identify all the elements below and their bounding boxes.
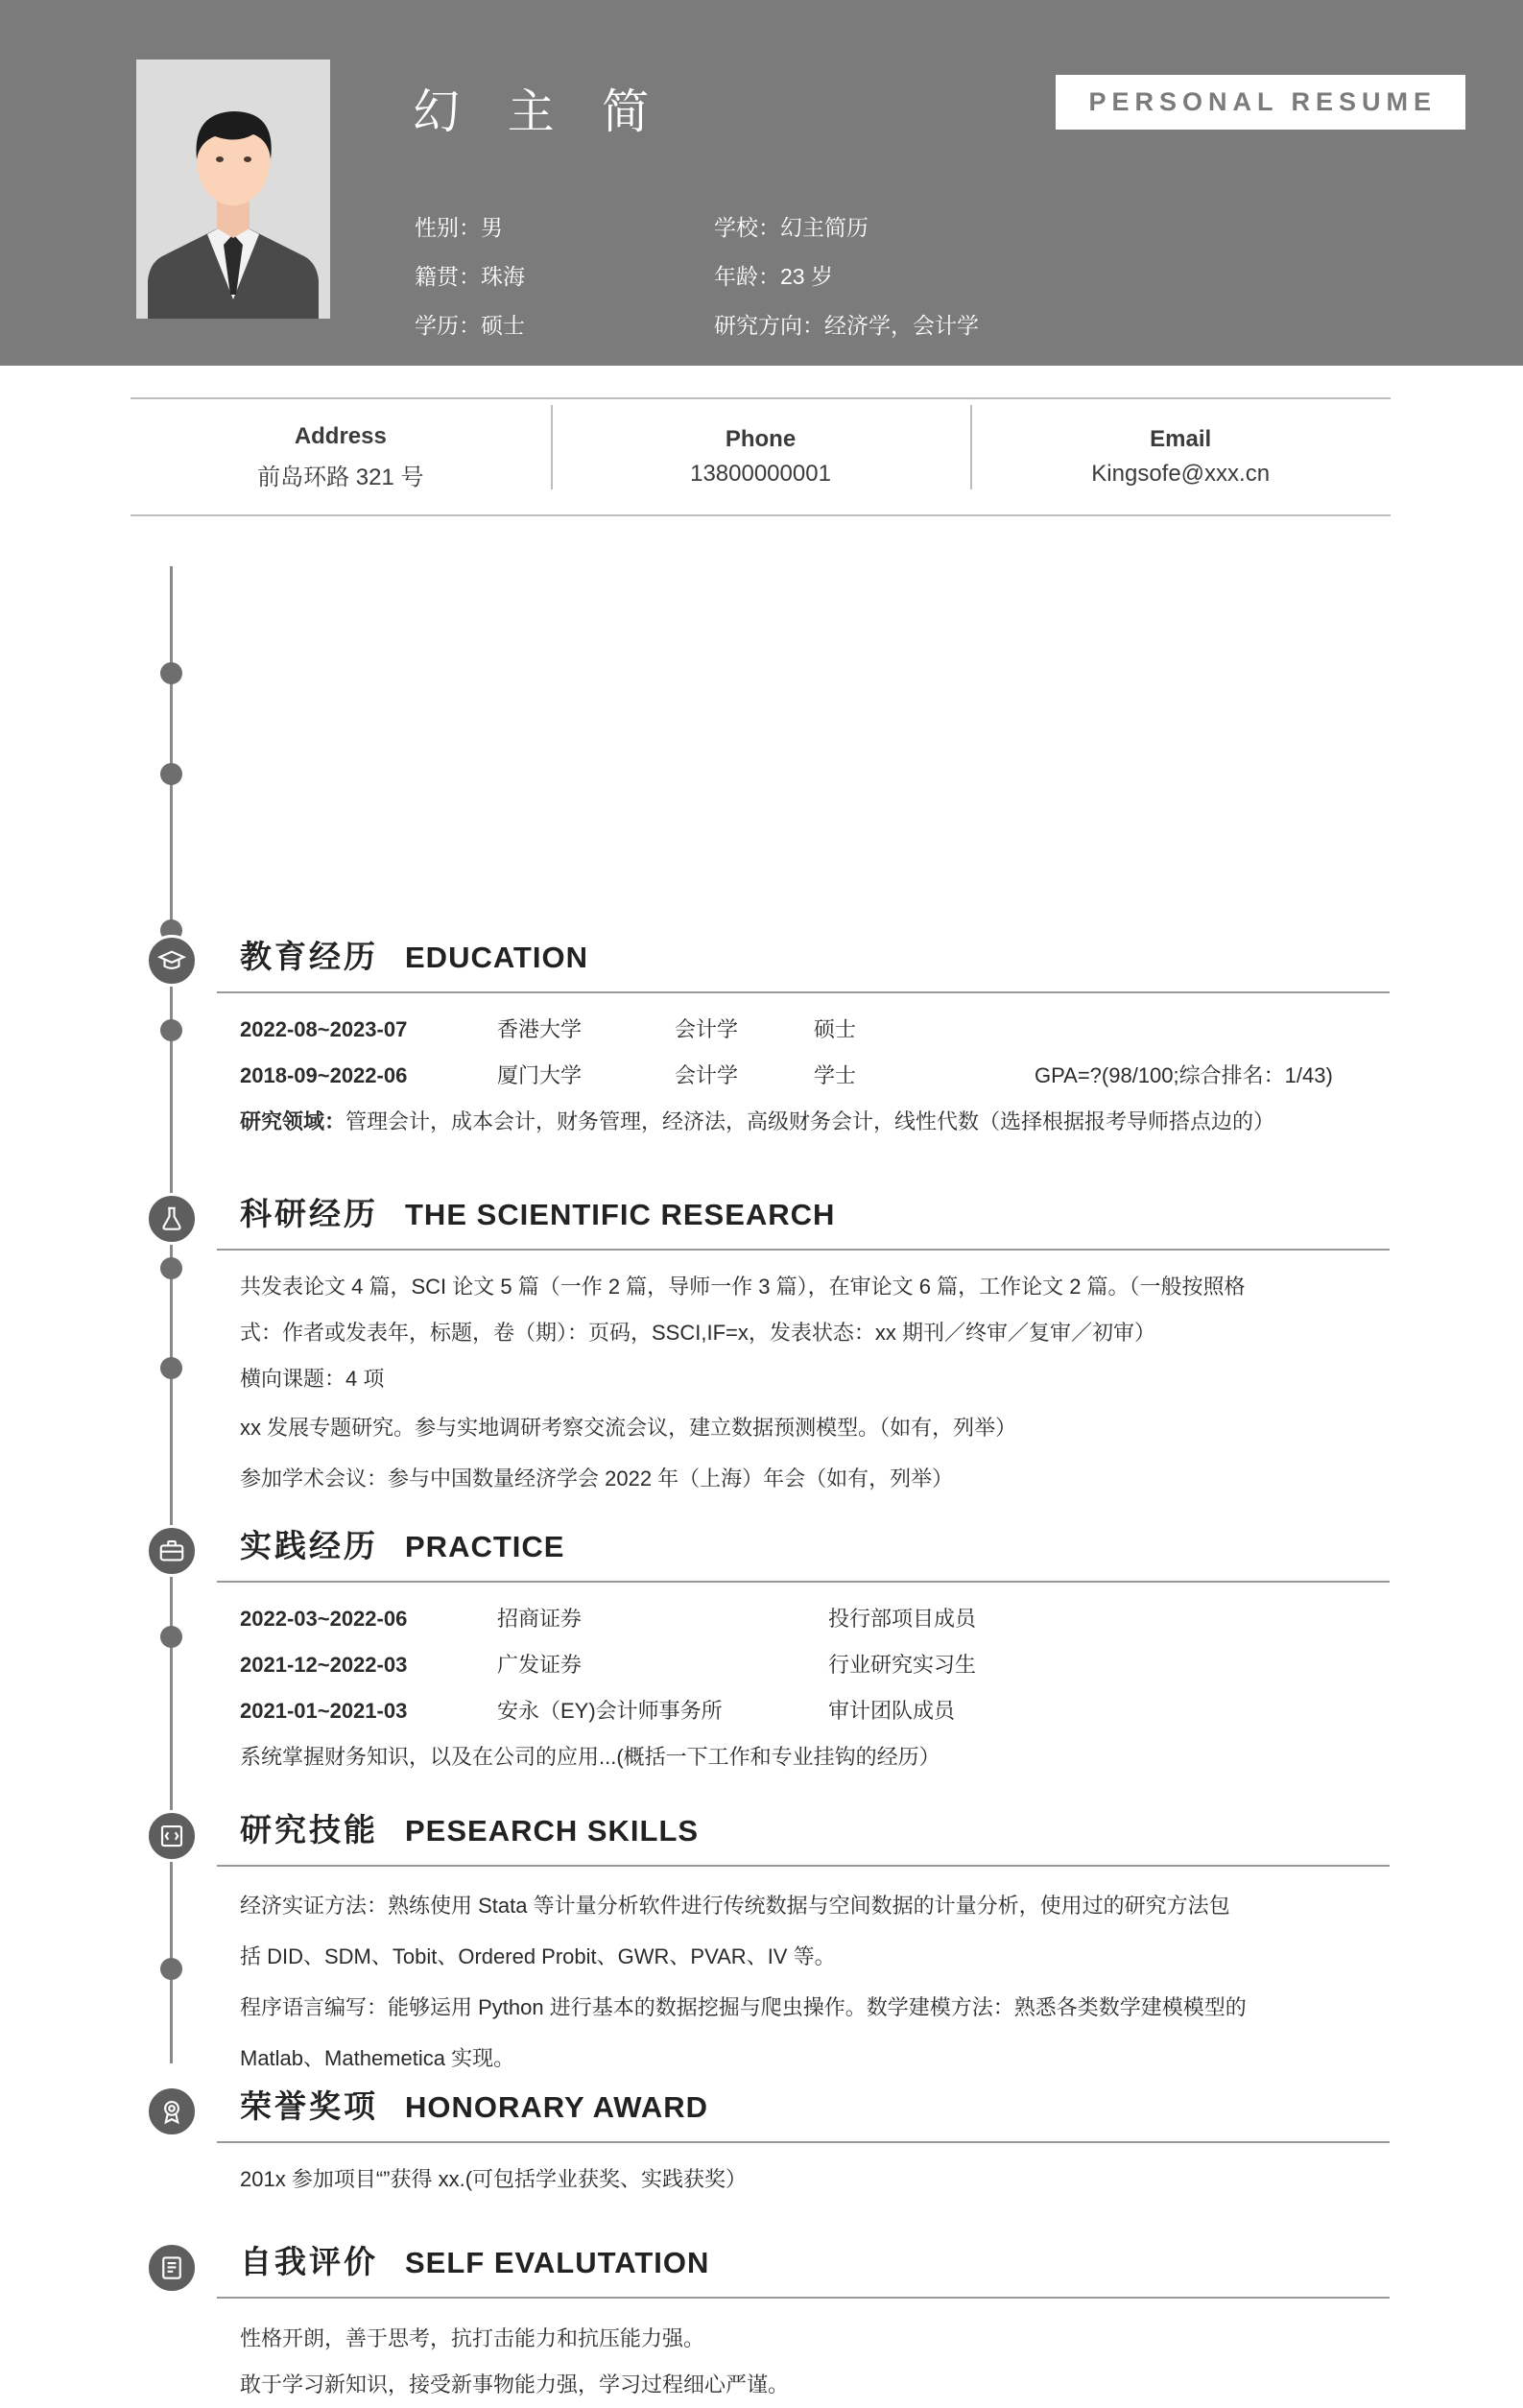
education-degree: 硕士 xyxy=(814,1017,857,1041)
timeline-dot xyxy=(160,1357,182,1379)
contact-address-label: Address xyxy=(294,422,387,449)
section-practice-title-en: PRACTICE xyxy=(405,1530,565,1563)
meta-age: 年龄：23 岁 xyxy=(714,264,833,289)
section-honor-rule xyxy=(217,2141,1390,2143)
education-gpa: GPA=?(98/100;综合排名：1/43) xyxy=(1035,1063,1333,1087)
meta-row xyxy=(415,203,1290,252)
education-field-label: 研究领域： xyxy=(240,1109,346,1133)
section-education-rule xyxy=(217,991,1390,993)
section-skills-body xyxy=(240,1880,1392,2084)
timeline-dot xyxy=(160,662,182,684)
education-date: 2018-09~2022-06 xyxy=(240,1063,408,1087)
section-skills-heading xyxy=(240,1805,699,1850)
contact-phone xyxy=(551,426,971,488)
avatar xyxy=(136,60,330,319)
section-education-title-en: EDUCATION xyxy=(405,941,588,974)
timeline-dot xyxy=(160,1626,182,1648)
timeline-dot xyxy=(160,1958,182,1980)
section-practice-title-cn: 实践经历 xyxy=(240,1528,378,1563)
award-medal-icon xyxy=(146,2086,198,2137)
section-research-title-cn: 科研经历 xyxy=(240,1196,378,1231)
section-honor-body xyxy=(240,2157,1392,2203)
section-education-body xyxy=(240,1007,1392,1145)
skills-line: 程序语言编写：能够运用 Python 进行基本的数据挖掘与爬虫操作。数学建模方法：熟悉各类数学建模模型的 xyxy=(240,1995,1247,2019)
education-degree: 学士 xyxy=(814,1063,857,1087)
section-practice-heading xyxy=(240,1521,564,1566)
skills-line: 括 DID、SDM、Tobit、Ordered Probit、GWR、PVAR、IV 等。 xyxy=(240,1944,836,1968)
section-research-title-en: THE SCIENTIFIC RESEARCH xyxy=(405,1198,836,1231)
research-line: 横向课题：4 项 xyxy=(240,1367,385,1391)
contact-phone-value: 13800000001 xyxy=(690,461,831,487)
education-field-value: 管理会计，成本会计，财务管理，经济法，高级财务会计，线性代数（选择根据报考导师搭点边的） xyxy=(345,1109,1275,1133)
skills-line: Matlab、Mathemetica 实现。 xyxy=(240,2046,515,2070)
section-education-heading xyxy=(240,932,588,977)
section-self-heading xyxy=(240,2237,709,2282)
meta-row xyxy=(415,252,1290,301)
resume-header xyxy=(0,0,1523,366)
section-research-body xyxy=(240,1264,1392,1504)
research-line: xx 发展专题研究。参与实地调研考察交流会议，建立数据预测模型。（如有，列举） xyxy=(240,1416,1017,1440)
contact-email xyxy=(970,426,1391,488)
contact-address xyxy=(131,423,551,491)
skills-line: 经济实证方法：熟练使用 Stata 等计量分析软件进行传统数据与空间数据的计量分析，使用过的研究方法包 xyxy=(240,1894,1230,1918)
contact-email-value: Kingsofe@xxx.cn xyxy=(1091,461,1271,487)
section-skills-title-cn: 研究技能 xyxy=(240,1812,378,1848)
timeline-dot xyxy=(160,1257,182,1279)
section-skills-title-en: PESEARCH SKILLS xyxy=(405,1814,700,1848)
section-self-title-cn: 自我评价 xyxy=(240,2244,378,2279)
practice-date: 2021-12~2022-03 xyxy=(240,1653,408,1677)
research-line: 共发表论文 4 篇，SCI 论文 5 篇（一作 2 篇，导师一作 3 篇），在审论文 6 篇，工作论文 2 篇。（一般按照格 xyxy=(240,1275,1246,1299)
education-row xyxy=(240,1053,1392,1099)
section-honor-title-cn: 荣誉奖项 xyxy=(240,2088,378,2124)
section-honor-title-en: HONORARY AWARD xyxy=(405,2090,708,2124)
section-research-rule xyxy=(217,1249,1390,1251)
practice-row xyxy=(240,1688,1392,1734)
section-self-title-en: SELF EVALUTATION xyxy=(405,2246,710,2279)
practice-org: 招商证券 xyxy=(497,1607,583,1631)
section-practice-body xyxy=(240,1596,1392,1780)
practice-summary: 系统掌握财务知识，以及在公司的应用...(概括一下工作和专业挂钩的经历） xyxy=(240,1745,940,1769)
practice-row xyxy=(240,1596,1392,1642)
practice-role: 投行部项目成员 xyxy=(828,1607,977,1631)
section-skills-rule xyxy=(217,1865,1390,1867)
section-honor-heading xyxy=(240,2082,708,2127)
meta-hometown: 籍贯：珠海 xyxy=(415,264,525,289)
education-school: 香港大学 xyxy=(497,1017,583,1041)
education-school: 厦门大学 xyxy=(497,1063,583,1087)
practice-date: 2021-01~2021-03 xyxy=(240,1699,408,1723)
meta-row xyxy=(415,301,1290,350)
education-date: 2022-08~2023-07 xyxy=(240,1017,408,1041)
practice-role: 行业研究实习生 xyxy=(828,1653,977,1677)
briefcase-icon xyxy=(146,1525,198,1577)
graduation-cap-icon xyxy=(146,935,198,987)
research-line: 参加学术会议：参与中国数量经济学会 2022 年（上海）年会（如有，列举） xyxy=(240,1466,954,1490)
candidate-name: 幻 主 简 xyxy=(413,86,667,138)
self-line: 性格开朗，善于思考，抗打击能力和抗压能力强。 xyxy=(240,2326,705,2350)
contact-address-value: 前岛环路 321 号 xyxy=(257,464,424,490)
education-field-row xyxy=(240,1099,1392,1145)
timeline-dot xyxy=(160,1019,182,1041)
meta-research-direction: 研究方向：经济学，会计学 xyxy=(714,313,979,338)
contact-email-label: Email xyxy=(1150,426,1212,452)
code-box-icon xyxy=(146,1810,198,1862)
section-education-title-cn: 教育经历 xyxy=(240,939,378,974)
meta-gender: 性别：男 xyxy=(415,215,503,240)
flask-icon xyxy=(146,1193,198,1245)
document-pen-icon xyxy=(146,2242,198,2294)
practice-date: 2022-03~2022-06 xyxy=(240,1607,408,1631)
section-research-heading xyxy=(240,1189,835,1234)
meta-school: 学校：幻主简历 xyxy=(714,215,869,240)
education-row xyxy=(240,1007,1392,1053)
practice-row xyxy=(240,1642,1392,1688)
honor-line: 201x 参加项目“”获得 xx.(可包括学业获奖、实践获奖） xyxy=(240,2167,748,2191)
meta-degree: 学历：硕士 xyxy=(415,313,525,338)
header-meta xyxy=(415,203,1290,350)
practice-org: 安永（EY)会计师事务所 xyxy=(497,1699,723,1723)
practice-role: 审计团队成员 xyxy=(828,1699,956,1723)
resume-badge: PERSONAL RESUME xyxy=(1056,75,1465,130)
contact-phone-label: Phone xyxy=(725,426,797,452)
self-line: 敢于学习新知识，接受新事物能力强，学习过程细心严谨。 xyxy=(240,2372,790,2396)
education-major: 会计学 xyxy=(675,1063,739,1087)
contact-bar xyxy=(131,397,1391,516)
practice-org: 广发证券 xyxy=(497,1653,583,1677)
timeline-dot xyxy=(160,763,182,785)
section-practice-rule xyxy=(217,1581,1390,1583)
research-line: 式：作者或发表年，标题，卷（期）：页码，SSCI,IF=x，发表状态：xx 期刊／终审／复审／初审） xyxy=(240,1321,1155,1345)
section-self-rule xyxy=(217,2297,1390,2299)
education-major: 会计学 xyxy=(675,1017,739,1041)
section-self-body xyxy=(240,2316,1392,2408)
